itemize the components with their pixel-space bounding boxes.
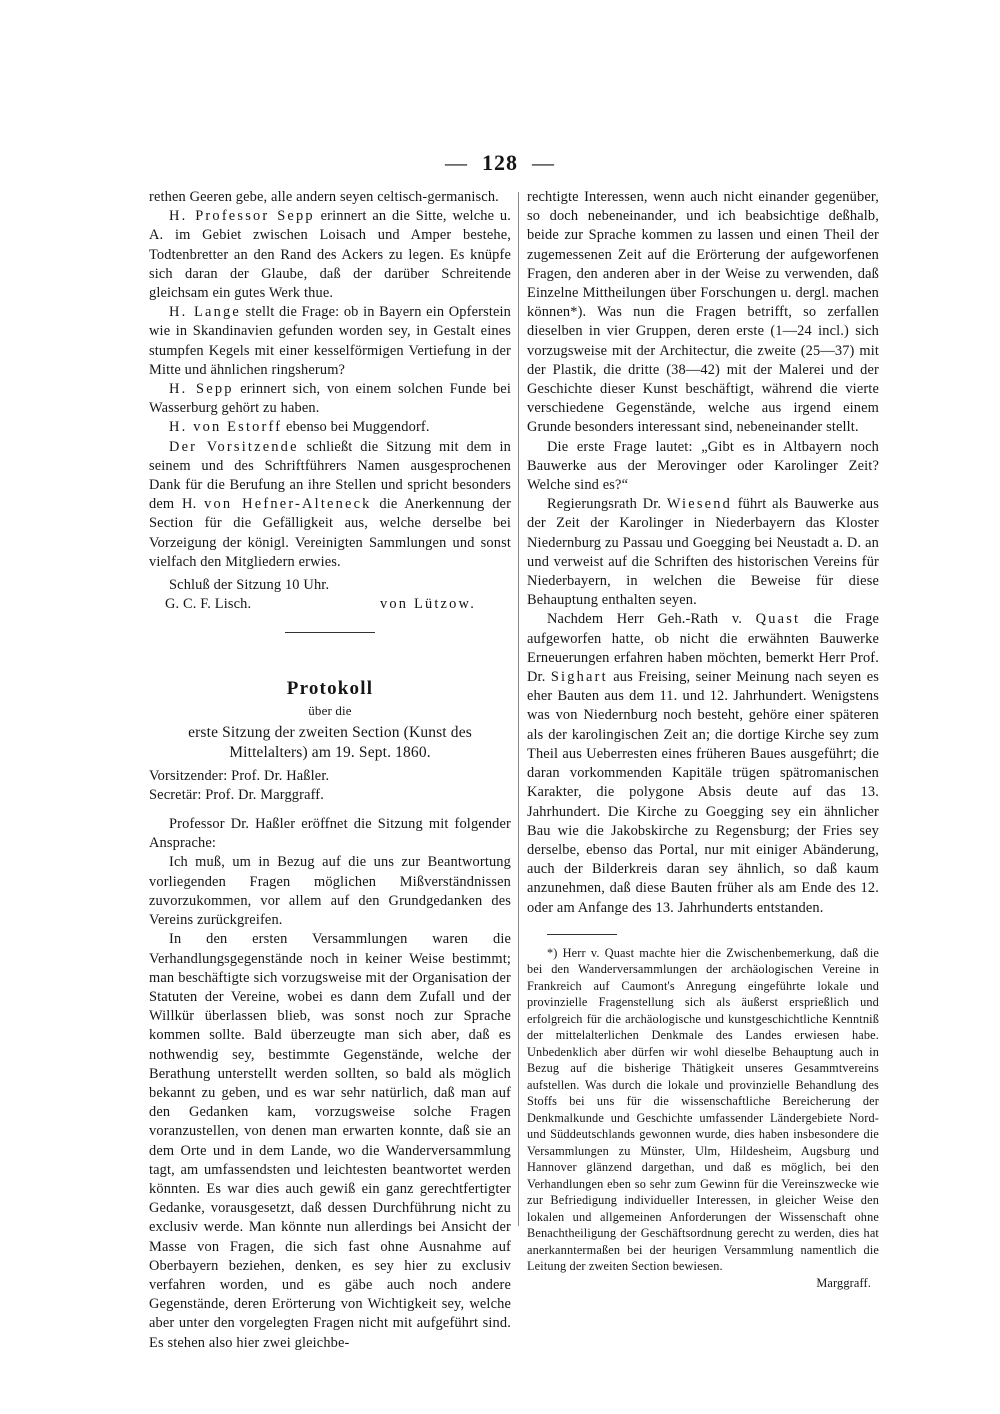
paragraph (149, 303, 511, 380)
footnote: *) Herr v. Quast machte hier die Zwischenbemerkung, daß die bei den Wanderversammlungen der archäologischen Vereine in Frankreich auf Caumont's Anregung eingeführte lokale und provinzielle Fragenstellung sich als äußerst ersprießlich und erfolgreich für die archäologische und kunstgeschichtliche Kenntniß der mittelalterlichen Denkmale des Landes erwiesen habe. Unbedenklich aber dürfen wir wohl dieselbe Behauptung auch in Bezug auf die bisherige Thätigkeit unseres Gesammtvereins aufstellen. Was durch die lokale und provinzielle Behandlung des Stoffs bei uns für die wissenschaftliche Bereicherung der Denkmalkunde und Geschichte umfassender Ländergebiete Nord- und Süddeutschlands gewonnen wurde, dies haben insbesondere die Versammlungen zu Münster, Ulm, Hildesheim, Augsburg und Hannover glänzend dargethan, und daß es möglich, bei den Verhandlungen eben so sehr zum Gewinn für die Vereinszwecke wie zur Befriedigung individueller Interessen, in gleicher Weise den lokalen und allgemeinen Anforderungen der Wissenschaft ohne Benachtheiligung der Geschäftsordnung gerecht zu werden, dies hat anerkanntermaßen bei der heurigen Versammlung namentlich die Leitung der zweiten Section bewiesen. (527, 945, 879, 1274)
paragraph: rethen Geeren gebe, alle andern seyen celtisch-germanisch. (149, 189, 499, 205)
paragraph: In den ersten Versammlungen waren die Verhandlungsgegenstände noch in keiner Weise bestimmt; man beschäftigte sich vorzugsweise mit der Organisation der Statuten der Vereine, wobei es dann dem Zufall und der Willkür überlassen blieb, was sonst noch zur Sprache kommen sollte. Bald überzeugte man sich aber, daß es nothwendig sey, bestimmte Gegenstände, welche der Berathung unterstellt werden sollten, so bald als möglich bekannt zu geben, und es war sehr natürlich, daß man auf den Gedanken kam, vorzugsweise solche Fragen voranzustellen, von denen man erwarten konnte, daß sie an dem Orte und in dem Lande, wo die Wanderversammlung tagt, am umfassendsten und leichtesten beantwortet werden könnten. Es war dies auch gewiß ein ganz gerechtfertigter Gedanke, vorausgesetzt, daß dessen Durchführung nicht zu exclusiv werde. Man könnte nun allerdings bei Ansicht der Masse von Fragen, die sich fast ohne Ausnahme auf Oberbayern beziehen, denken, es sey hier zu exclusiv verfahren worden, und es gäbe auch noch andere Gegenstände, deren Erörterung von Wichtigkeit sey, welche aber unter den vorgelegten Fragen nicht mit aufgeführt sind. Es stehen also hier zwei gleichbe- (149, 931, 511, 1351)
speaker-name: Sighart (550, 669, 608, 686)
right-column (527, 188, 879, 1291)
speaker-name: von Hefner-Alteneck (204, 496, 372, 513)
paragraph-text: schließt die Sitzung mit dem in seinem und des Schriftführers Namen ausgesprochenen Dank für die Berufung an ihre Stellen und spricht besonders dem H. (149, 438, 511, 513)
protocol-title: Protokoll (286, 678, 374, 700)
column-divider (518, 192, 519, 1226)
page-number-dash-left: — (445, 150, 468, 175)
speaker-name: H. von Estorff (169, 419, 283, 436)
speaker-name: H. Sepp (169, 381, 234, 398)
paragraph-text: stellt die Frage: ob in Bayern ein Opferstein wie in Skandinavien gefunden worden sey, in Gestalt eines stumpfen Kegels mit einer kesselförmigen Vertiefung in der Mitte und ähnlichen ringsherum? (149, 304, 512, 378)
paragraph (149, 438, 511, 572)
footnote-signature: Marggraff. (816, 1275, 871, 1290)
speaker-name: H. Professor Sepp (169, 208, 315, 225)
protocol-subtitle: über die (308, 703, 352, 719)
session-close: Schluß der Sitzung 10 Uhr. (169, 577, 330, 594)
paragraph-text: führt als Bauwerke aus der Zeit der Karolinger in Niederbayern das Kloster Niedernburg zu Passau und Goegging bei Neustadt a. D. an und verweist auf die Schriften des historischen Vereins für Niederbayern, in welchen die Beweise für diese Behauptung enthalten seyen. (527, 496, 880, 609)
footnote-divider (547, 934, 617, 935)
paragraph-text: erinnert sich, von einem solchen Funde bei Wasserburg gehört zu haben. (149, 381, 511, 417)
paragraph: Ich muß, um in Bezug auf die uns zur Beantwortung vorliegenden Fragen möglichen Mißverständnissen zuvorzukommen, vor allem auf den Grundgedanken des Vereins zurückgreifen. (149, 854, 511, 929)
paragraph (149, 207, 511, 303)
paragraph (149, 380, 511, 418)
speaker-name: Der Vorsitzende (169, 438, 299, 455)
page-number-dash-right: — (532, 150, 555, 175)
paragraph-text: erinnert an die Sitte, welche u. A. im Gebiet zwischen Loisach und Amper bestehe, Todtenbretter an den Rand des Ackers zu legen. Es knüpfe sich daran der Glaube, daß der darüber Schreitende gleichsam ein gutes Werk thue. (149, 208, 511, 302)
speaker-name: Quast (755, 611, 801, 628)
paragraph (527, 495, 879, 610)
speaker-name: Wiesend (666, 496, 732, 513)
section-divider (285, 632, 375, 633)
paragraph: Die erste Frage lautet: „Gibt es in Altbayern noch Bauwerke aus der Merovinger oder Karolinger Zeit? Welche sind es?“ (527, 438, 879, 494)
paragraph: Professor Dr. Haßler eröffnet die Sitzung mit folgender Ansprache: (149, 816, 511, 852)
paragraph-text: die Frage aufgeworfen hatte, ob nicht die erwähnten Bauwerke Erneuerungen erfahren haben möchten, bemerkt Herr Prof. Dr. (527, 611, 880, 686)
signature-luetzow: von Lützow. (379, 596, 476, 613)
signature-row (149, 595, 511, 614)
paragraph-text: die Anerkennung der Section für die Gefälligkeit aus, welche derselbe bei Vorzeigung der königl. Vereinigten Sammlungen und sonst vielfach den Mitgliedern erwies. (149, 496, 512, 570)
paragraph-text: ebenso bei Muggendorf. (286, 419, 430, 436)
page-number (0, 150, 1000, 176)
paragraph: rechtigte Interessen, wenn auch nicht einander gegenüber, so doch nebeneinander, und ich beabsichtige deßhalb, beide zur Sprache kommen zu lassen und einen Theil der zugemessenen Zeit auf die Erörterung der aufgeworfenen Fragen, den anderen aber in der Weise zu verwenden, daß Einzelne Mittheilungen über Forschungen u. dergl. machen können*). Was nun die Fragen betrifft, so zerfallen dieselben in vier Gruppen, deren erste (1—24 incl.) sich vorzugsweise mit der Architectur, die zweite (25—37) mit der Plastik, die dritte (38—42) mit der Malerei und der Geschichte dieser Kunst beschäftigt, während die vierte verschiedene Gegenstände, welche aus irgend einem Grunde besonders interessant sind, nebeneinander stellt. (527, 189, 879, 436)
left-column (149, 188, 511, 1353)
paragraph-text: aus Freising, seiner Meinung nach seyen es eher Bauten aus dem 11. und 12. Jahrhundert. Wenigstens was von Niedernburg noch besteht, gehöre einer späteren als der karolingischen Zeit an; die dortige Kirche sey zum Theil aus Ueberresten eines früheren Baues ausgeführt; die daran vorkommenden Kapitäle trügen spätromanischen Karakter, die polygone Absis deute auf das 13. Jahrhundert. Die Kirche zu Goegging sey ein ähnlicher Bau wie die Jakobskirche zu Regensburg; der Fries sey derselbe, ebenso das Portal, nur mit einiger Abänderung, auch der Bilderkreis daran sey ähnlich, so daß kaum anzunehmen, daß diese Bauten früher als am Ende des 12. oder am Anfange des 13. Jahrhunderts entstanden. (527, 669, 880, 916)
secretary-line: Secretär: Prof. Dr. Marggraff. (149, 786, 325, 803)
speaker-name: H. Lange (169, 304, 241, 321)
page-number-value: 128 (482, 150, 518, 175)
chairman-line: Vorsitzender: Prof. Dr. Haßler. (149, 767, 330, 784)
paragraph (149, 418, 511, 437)
paragraph-text: Nachdem Herr Geh.-Rath v. (547, 611, 743, 628)
paragraph-text: Regierungsrath Dr. (547, 496, 662, 513)
protocol-heading: erste Sitzung der zweiten Section (Kunst des Mittelalters) am 19. Sept. 1860. (188, 723, 472, 761)
paragraph (527, 610, 879, 917)
signature-lisch: G. C. F. Lisch. (165, 596, 252, 613)
